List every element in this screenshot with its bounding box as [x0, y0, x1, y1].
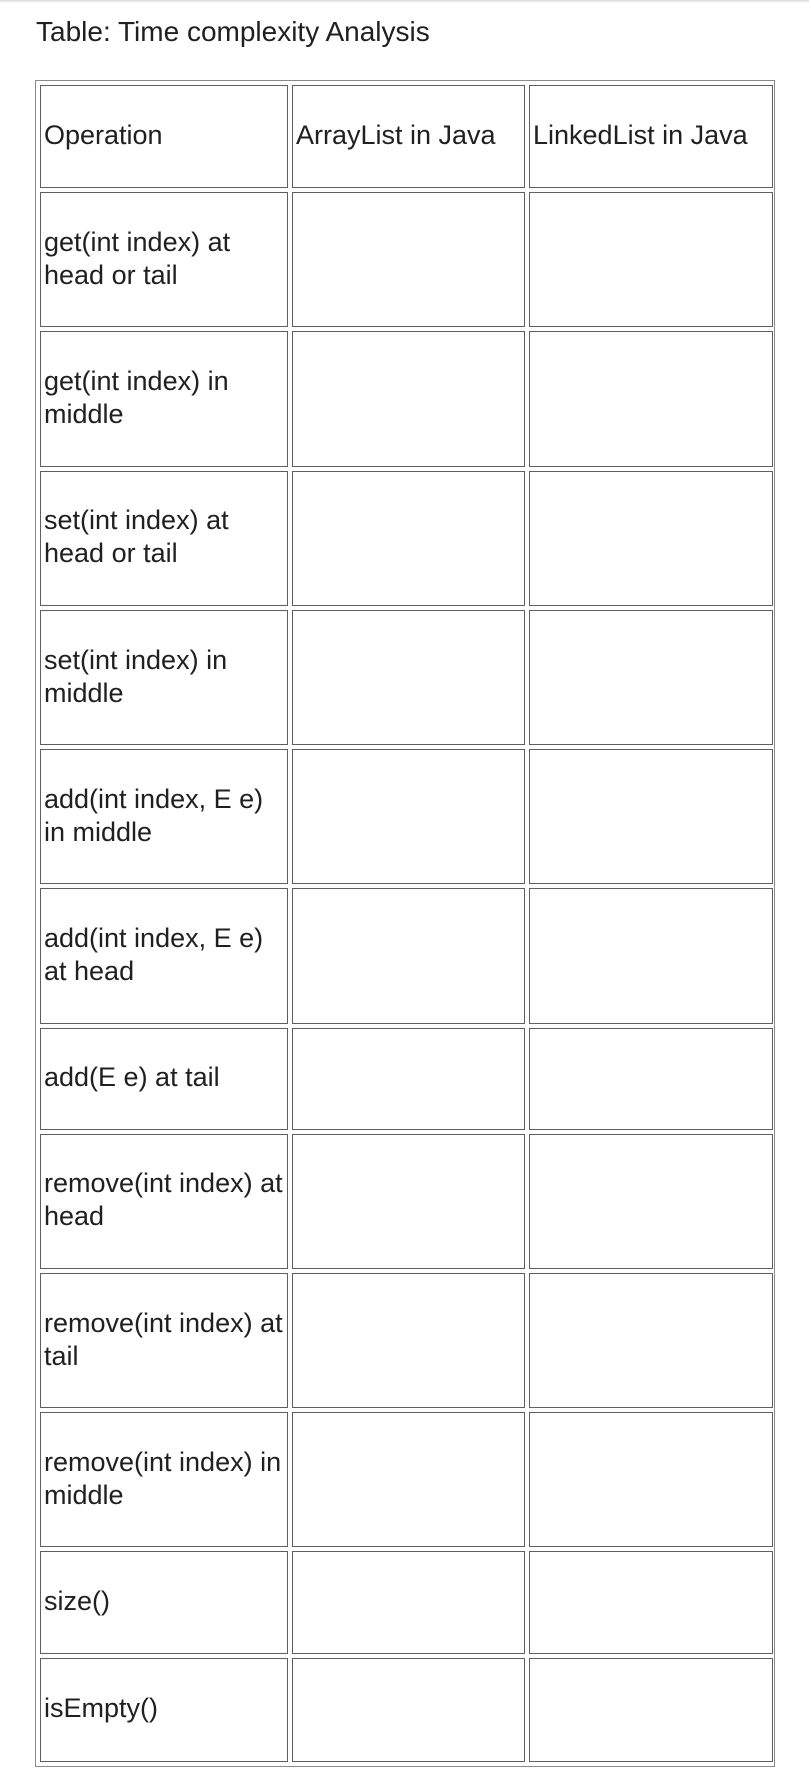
linkedlist-cell: [529, 331, 773, 466]
arraylist-cell: [292, 1551, 525, 1653]
table-row: [40, 749, 773, 884]
page-title: Table: Time complexity Analysis: [36, 16, 430, 47]
arraylist-cell: [292, 749, 525, 884]
linkedlist-cell: [529, 749, 773, 884]
linkedlist-cell: [529, 610, 773, 745]
arraylist-cell: [292, 1273, 525, 1408]
operation-cell: set(int index) at head or tail: [40, 471, 288, 606]
linkedlist-cell: [529, 1134, 773, 1269]
operation-cell: remove(int index) in middle: [40, 1412, 288, 1547]
complexity-table-frame: [35, 80, 775, 1767]
table-row: [40, 1658, 773, 1762]
linkedlist-cell: [529, 1551, 773, 1653]
top-edge-shadow: [0, 0, 809, 3]
table-row: [40, 888, 773, 1023]
linkedlist-cell: [529, 192, 773, 327]
table-row: [40, 331, 773, 466]
operation-cell: set(int index) in middle: [40, 610, 288, 745]
arraylist-cell: [292, 610, 525, 745]
arraylist-cell: [292, 192, 525, 327]
header-operation: Operation: [40, 85, 288, 188]
table-header-row: [40, 85, 773, 188]
linkedlist-cell: [529, 1412, 773, 1547]
operation-cell: isEmpty(): [40, 1658, 288, 1762]
linkedlist-cell: [529, 1028, 773, 1130]
linkedlist-cell: [529, 888, 773, 1023]
operation-cell: add(int index, E e) in middle: [40, 749, 288, 884]
arraylist-cell: [292, 331, 525, 466]
table-row: [40, 471, 773, 606]
table-row: [40, 192, 773, 327]
arraylist-cell: [292, 471, 525, 606]
table-row: [40, 1551, 773, 1653]
arraylist-cell: [292, 1134, 525, 1269]
operation-cell: size(): [40, 1551, 288, 1653]
linkedlist-cell: [529, 471, 773, 606]
arraylist-cell: [292, 1412, 525, 1547]
arraylist-cell: [292, 1658, 525, 1762]
linkedlist-cell: [529, 1658, 773, 1762]
operation-cell: add(E e) at tail: [40, 1028, 288, 1130]
table-row: [40, 610, 773, 745]
operation-cell: remove(int index) at tail: [40, 1273, 288, 1408]
operation-cell: get(int index) at head or tail: [40, 192, 288, 327]
operation-cell: get(int index) in middle: [40, 331, 288, 466]
operation-cell: remove(int index) at head: [40, 1134, 288, 1269]
table-row: [40, 1028, 773, 1130]
table-row: [40, 1412, 773, 1547]
arraylist-cell: [292, 1028, 525, 1130]
header-arraylist: ArrayList in Java: [292, 85, 525, 188]
operation-cell: add(int index, E e) at head: [40, 888, 288, 1023]
header-linkedlist: LinkedList in Java: [529, 85, 773, 188]
table-row: [40, 1273, 773, 1408]
linkedlist-cell: [529, 1273, 773, 1408]
arraylist-cell: [292, 888, 525, 1023]
table-row: [40, 1134, 773, 1269]
complexity-table: [36, 81, 777, 1766]
